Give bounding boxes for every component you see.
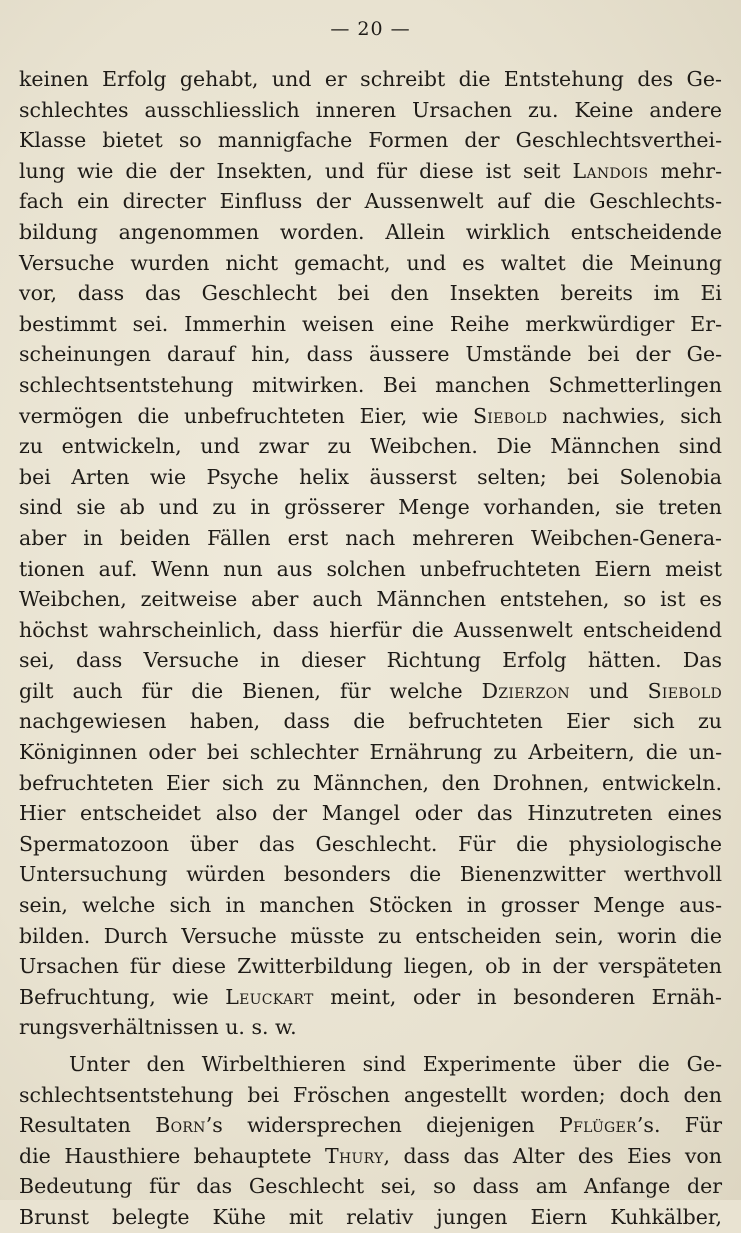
text-line bbox=[19, 1202, 722, 1233]
text-line bbox=[19, 370, 722, 401]
text-line bbox=[19, 1049, 722, 1080]
text-line bbox=[19, 615, 722, 646]
text-line bbox=[19, 431, 722, 462]
text-line bbox=[19, 890, 722, 921]
text-run: schlechtsentstehung bei Fröschen angestellt worden; doch den bbox=[19, 1082, 722, 1107]
author-name: Dzierzon bbox=[481, 678, 570, 703]
text-line bbox=[19, 768, 722, 799]
text-run: vor, dass das Geschlecht bei den Insekten bereits im Ei bbox=[19, 281, 722, 306]
text-run: rungsverhältnissen u. s. w. bbox=[19, 1015, 297, 1040]
text-line bbox=[19, 217, 722, 248]
text-line bbox=[19, 309, 722, 340]
text-run: Resultaten bbox=[19, 1113, 156, 1138]
text-run: Befruchtung, wie bbox=[19, 984, 226, 1009]
text-line bbox=[19, 859, 722, 890]
text-line bbox=[19, 554, 722, 585]
text-run: Weibchen, zeitweise aber auch Männchen entstehen, so ist es bbox=[19, 587, 722, 612]
text-run: ’s. Für bbox=[636, 1113, 723, 1138]
text-run: nachwies, sich bbox=[547, 403, 722, 428]
text-run: tionen auf. Wenn nun aus solchen unbefruchteten Eiern meist bbox=[19, 556, 722, 581]
author-name: Landois bbox=[572, 158, 649, 183]
text-run: Klasse bietet so mannigfache Formen der Geschlechtsverthei- bbox=[19, 128, 722, 153]
text-line bbox=[19, 95, 722, 126]
text-line bbox=[19, 737, 722, 768]
author-name: Siebold bbox=[647, 678, 723, 703]
text-line bbox=[19, 1141, 722, 1172]
text-run: nachgewiesen haben, dass die befruchteten Eier sich zu bbox=[19, 709, 722, 734]
text-line bbox=[19, 401, 722, 432]
text-line bbox=[19, 676, 722, 707]
text-line bbox=[19, 1171, 722, 1202]
text-line bbox=[19, 921, 722, 952]
text-run: bei Arten wie Psyche helix äusserst selten; bei Solenobia bbox=[19, 464, 722, 489]
text-line bbox=[19, 982, 722, 1013]
text-run: , dass das Alter des Eies von bbox=[383, 1143, 722, 1168]
text-run: Bedeutung für das Geschlecht sei, so dass am Anfange der bbox=[19, 1174, 722, 1199]
text-line bbox=[19, 64, 722, 95]
text-run: Brunst belegte Kühe mit relativ jungen Eiern Kuhkälber, bbox=[19, 1204, 722, 1229]
text-run: gilt auch für die Bienen, für welche bbox=[19, 678, 482, 703]
text-run: schlechtsentstehung mitwirken. Bei manchen Schmetterlingen bbox=[19, 372, 722, 397]
text-line bbox=[19, 125, 722, 156]
text-run: fach ein directer Einfluss der Aussenwelt auf die Geschlechts- bbox=[19, 189, 722, 214]
text-line bbox=[19, 645, 722, 676]
page-number: — 20 — bbox=[330, 18, 411, 40]
text-line bbox=[19, 1080, 722, 1111]
text-run: schlechtes ausschliesslich inneren Ursachen zu. Keine andere bbox=[19, 97, 722, 122]
text-run: Königinnen oder bei schlechter Ernährung zu Arbeitern, die un- bbox=[19, 740, 722, 765]
text-run: vermögen die unbefruchteten Eier, wie bbox=[19, 403, 473, 428]
text-line bbox=[19, 278, 722, 309]
text-run: bildung angenommen worden. Allein wirklich entscheidende bbox=[19, 219, 722, 244]
text-run: bilden. Durch Versuche müsste zu entscheiden sein, worin die bbox=[19, 923, 722, 948]
text-run: scheinungen darauf hin, dass äussere Umstände bei der Ge- bbox=[19, 342, 722, 367]
author-name: Born bbox=[155, 1113, 206, 1138]
text-run: meint, oder in besonderen Ernäh- bbox=[313, 984, 722, 1009]
text-run: mehr- bbox=[648, 158, 722, 183]
text-run: Untersuchung würden besonders die Bienenzwitter werthvoll bbox=[19, 862, 722, 887]
text-run: höchst wahrscheinlich, dass hierfür die Aussenwelt entscheidend bbox=[19, 617, 722, 642]
text-line bbox=[19, 951, 722, 982]
text-run: sind sie ab und zu in grösserer Menge vorhanden, sie treten bbox=[19, 495, 722, 520]
text-line bbox=[19, 706, 722, 737]
text-line bbox=[19, 798, 722, 829]
text-run: befruchteten Eier sich zu Männchen, den Drohnen, entwickeln. bbox=[19, 770, 722, 795]
text-line bbox=[19, 156, 722, 187]
text-line bbox=[19, 339, 722, 370]
text-run: Ursachen für diese Zwitterbildung liegen, ob in der verspäteten bbox=[19, 954, 722, 979]
text-run: keinen Erfolg gehabt, und er schreibt die Entstehung des Ge- bbox=[19, 67, 722, 91]
body-text bbox=[19, 64, 722, 1233]
text-line bbox=[19, 1110, 722, 1141]
text-line bbox=[19, 186, 722, 217]
text-run: bestimmt sei. Immerhin weisen eine Reihe merkwürdiger Er- bbox=[19, 311, 722, 336]
text-run: sei, dass Versuche in dieser Richtung Erfolg hätten. Das bbox=[19, 648, 722, 673]
text-line bbox=[19, 462, 722, 493]
author-name: Leuckart bbox=[225, 984, 314, 1009]
author-name: Siebold bbox=[472, 403, 548, 428]
text-run: zu entwickeln, und zwar zu Weibchen. Die Männchen sind bbox=[19, 434, 722, 459]
text-line bbox=[19, 248, 722, 279]
author-name: Thury bbox=[324, 1143, 384, 1168]
text-run: die Hausthiere behauptete bbox=[19, 1143, 325, 1168]
text-run: ’s widersprechen diejenigen bbox=[205, 1113, 560, 1138]
text-run: Versuche wurden nicht gemacht, und es waltet die Meinung bbox=[19, 250, 722, 275]
text-line bbox=[19, 1012, 722, 1043]
text-run: sein, welche sich in manchen Stöcken in grosser Menge aus- bbox=[19, 893, 722, 918]
text-run: lung wie die der Insekten, und für diese ist seit bbox=[19, 158, 573, 183]
text-run: Unter den Wirbelthieren sind Experimente über die Ge- bbox=[69, 1052, 722, 1076]
text-run: Spermatozoon über das Geschlecht. Für die physiologische bbox=[19, 831, 722, 856]
text-line bbox=[19, 584, 722, 615]
text-run: aber in beiden Fällen erst nach mehreren Weibchen-Genera- bbox=[19, 525, 722, 550]
text-line bbox=[19, 523, 722, 554]
text-run: und bbox=[569, 678, 648, 703]
text-run: Hier entscheidet also der Mangel oder das Hinzutreten eines bbox=[19, 801, 722, 826]
text-line bbox=[19, 829, 722, 860]
author-name: Pflüger bbox=[559, 1113, 637, 1138]
text-line bbox=[19, 492, 722, 523]
